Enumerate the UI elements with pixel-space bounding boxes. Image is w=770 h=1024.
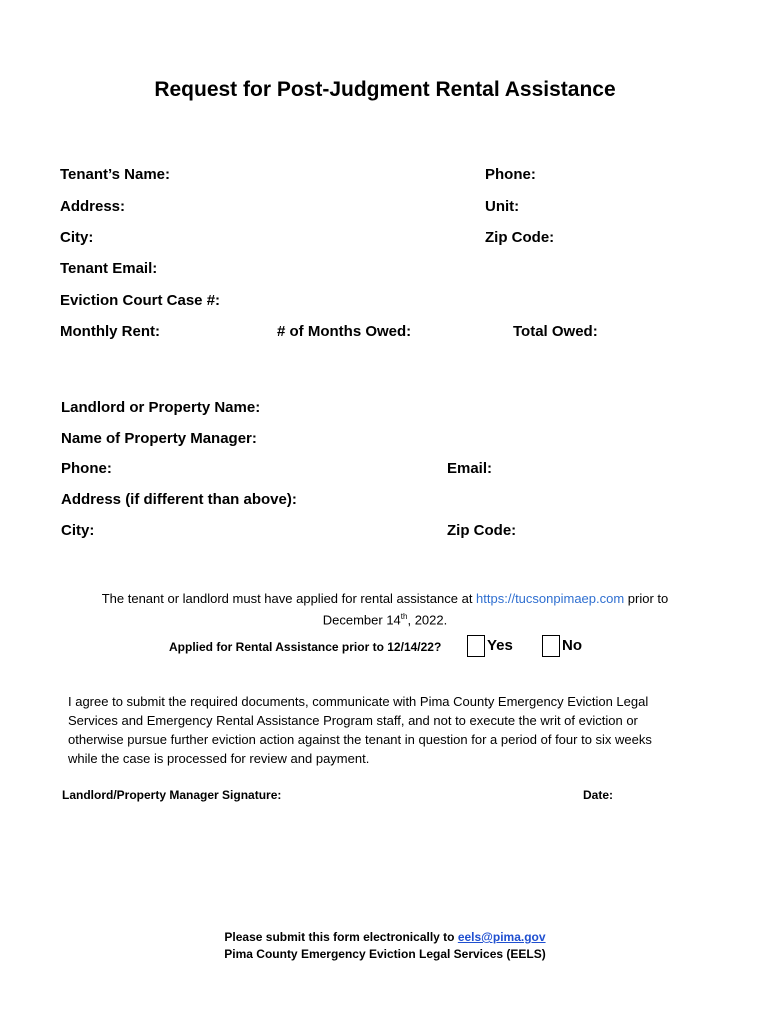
yes-label: Yes [487,637,513,654]
tenant-city-label: City: [60,229,94,246]
agreement-line: while the case is processed for review and payment. [68,751,370,766]
agreement-line: I agree to submit the required documents, communicate with Pima County Emergency Eviction Legal [68,694,649,709]
tenant-unit-label: Unit: [485,198,520,215]
agreement-line: Services and Emergency Rental Assistance Program staff, and not to execute the writ of eviction or [68,713,638,728]
date-label: Date: [583,788,614,802]
notice-date: December 14 [322,612,401,628]
landlord-zip-label: Zip Code: [447,522,517,539]
agreement-line: otherwise pursue further eviction action against the tenant in question for a period of four to six weeks [68,732,652,747]
notice-url-link[interactable]: https://tucsonpimaep.com [476,591,625,606]
monthly-rent-label: Monthly Rent: [60,323,160,340]
notice-suffix: prior to [624,591,669,606]
notice-prefix: The tenant or landlord must have applied for rental assistance at [101,591,477,606]
tenant-name-label: Tenant’s Name: [60,166,171,183]
months-owed-label: # of Months Owed: [277,323,412,340]
property-manager-label: Name of Property Manager: [61,430,257,447]
case-number-label: Eviction Court Case #: [60,292,221,309]
notice-line-1 [0,589,770,608]
notice-date-sup: th [400,612,408,621]
landlord-email-label: Email: [447,460,493,477]
no-checkbox[interactable] [542,635,560,657]
applied-question: Applied for Rental Assistance prior to 12/14/22? [169,640,442,654]
page-title: Request for Post-Judgment Rental Assistance [154,78,616,101]
notice-line-2 [0,607,770,629]
footer-email-link[interactable]: eels@pima.gov [457,930,546,944]
no-label: No [562,637,582,654]
yes-checkbox[interactable] [467,635,485,657]
tenant-zip-label: Zip Code: [485,229,555,246]
footer-line-1 [0,930,770,944]
tenant-phone-label: Phone: [485,166,536,183]
landlord-phone-label: Phone: [61,460,112,477]
landlord-address-label: Address (if different than above): [61,491,297,508]
notice-date-end: , 2022. [407,612,448,628]
landlord-city-label: City: [61,522,95,539]
footer-prefix: Please submit this form electronically to [224,930,458,944]
footer-line-2: Pima County Emergency Eviction Legal Services (EELS) [224,947,546,961]
landlord-name-label: Landlord or Property Name: [61,399,261,416]
agreement-text [68,692,652,768]
total-owed-label: Total Owed: [513,323,598,340]
signature-label: Landlord/Property Manager Signature: [62,788,282,802]
tenant-email-label: Tenant Email: [60,260,158,277]
tenant-address-label: Address: [60,198,126,215]
